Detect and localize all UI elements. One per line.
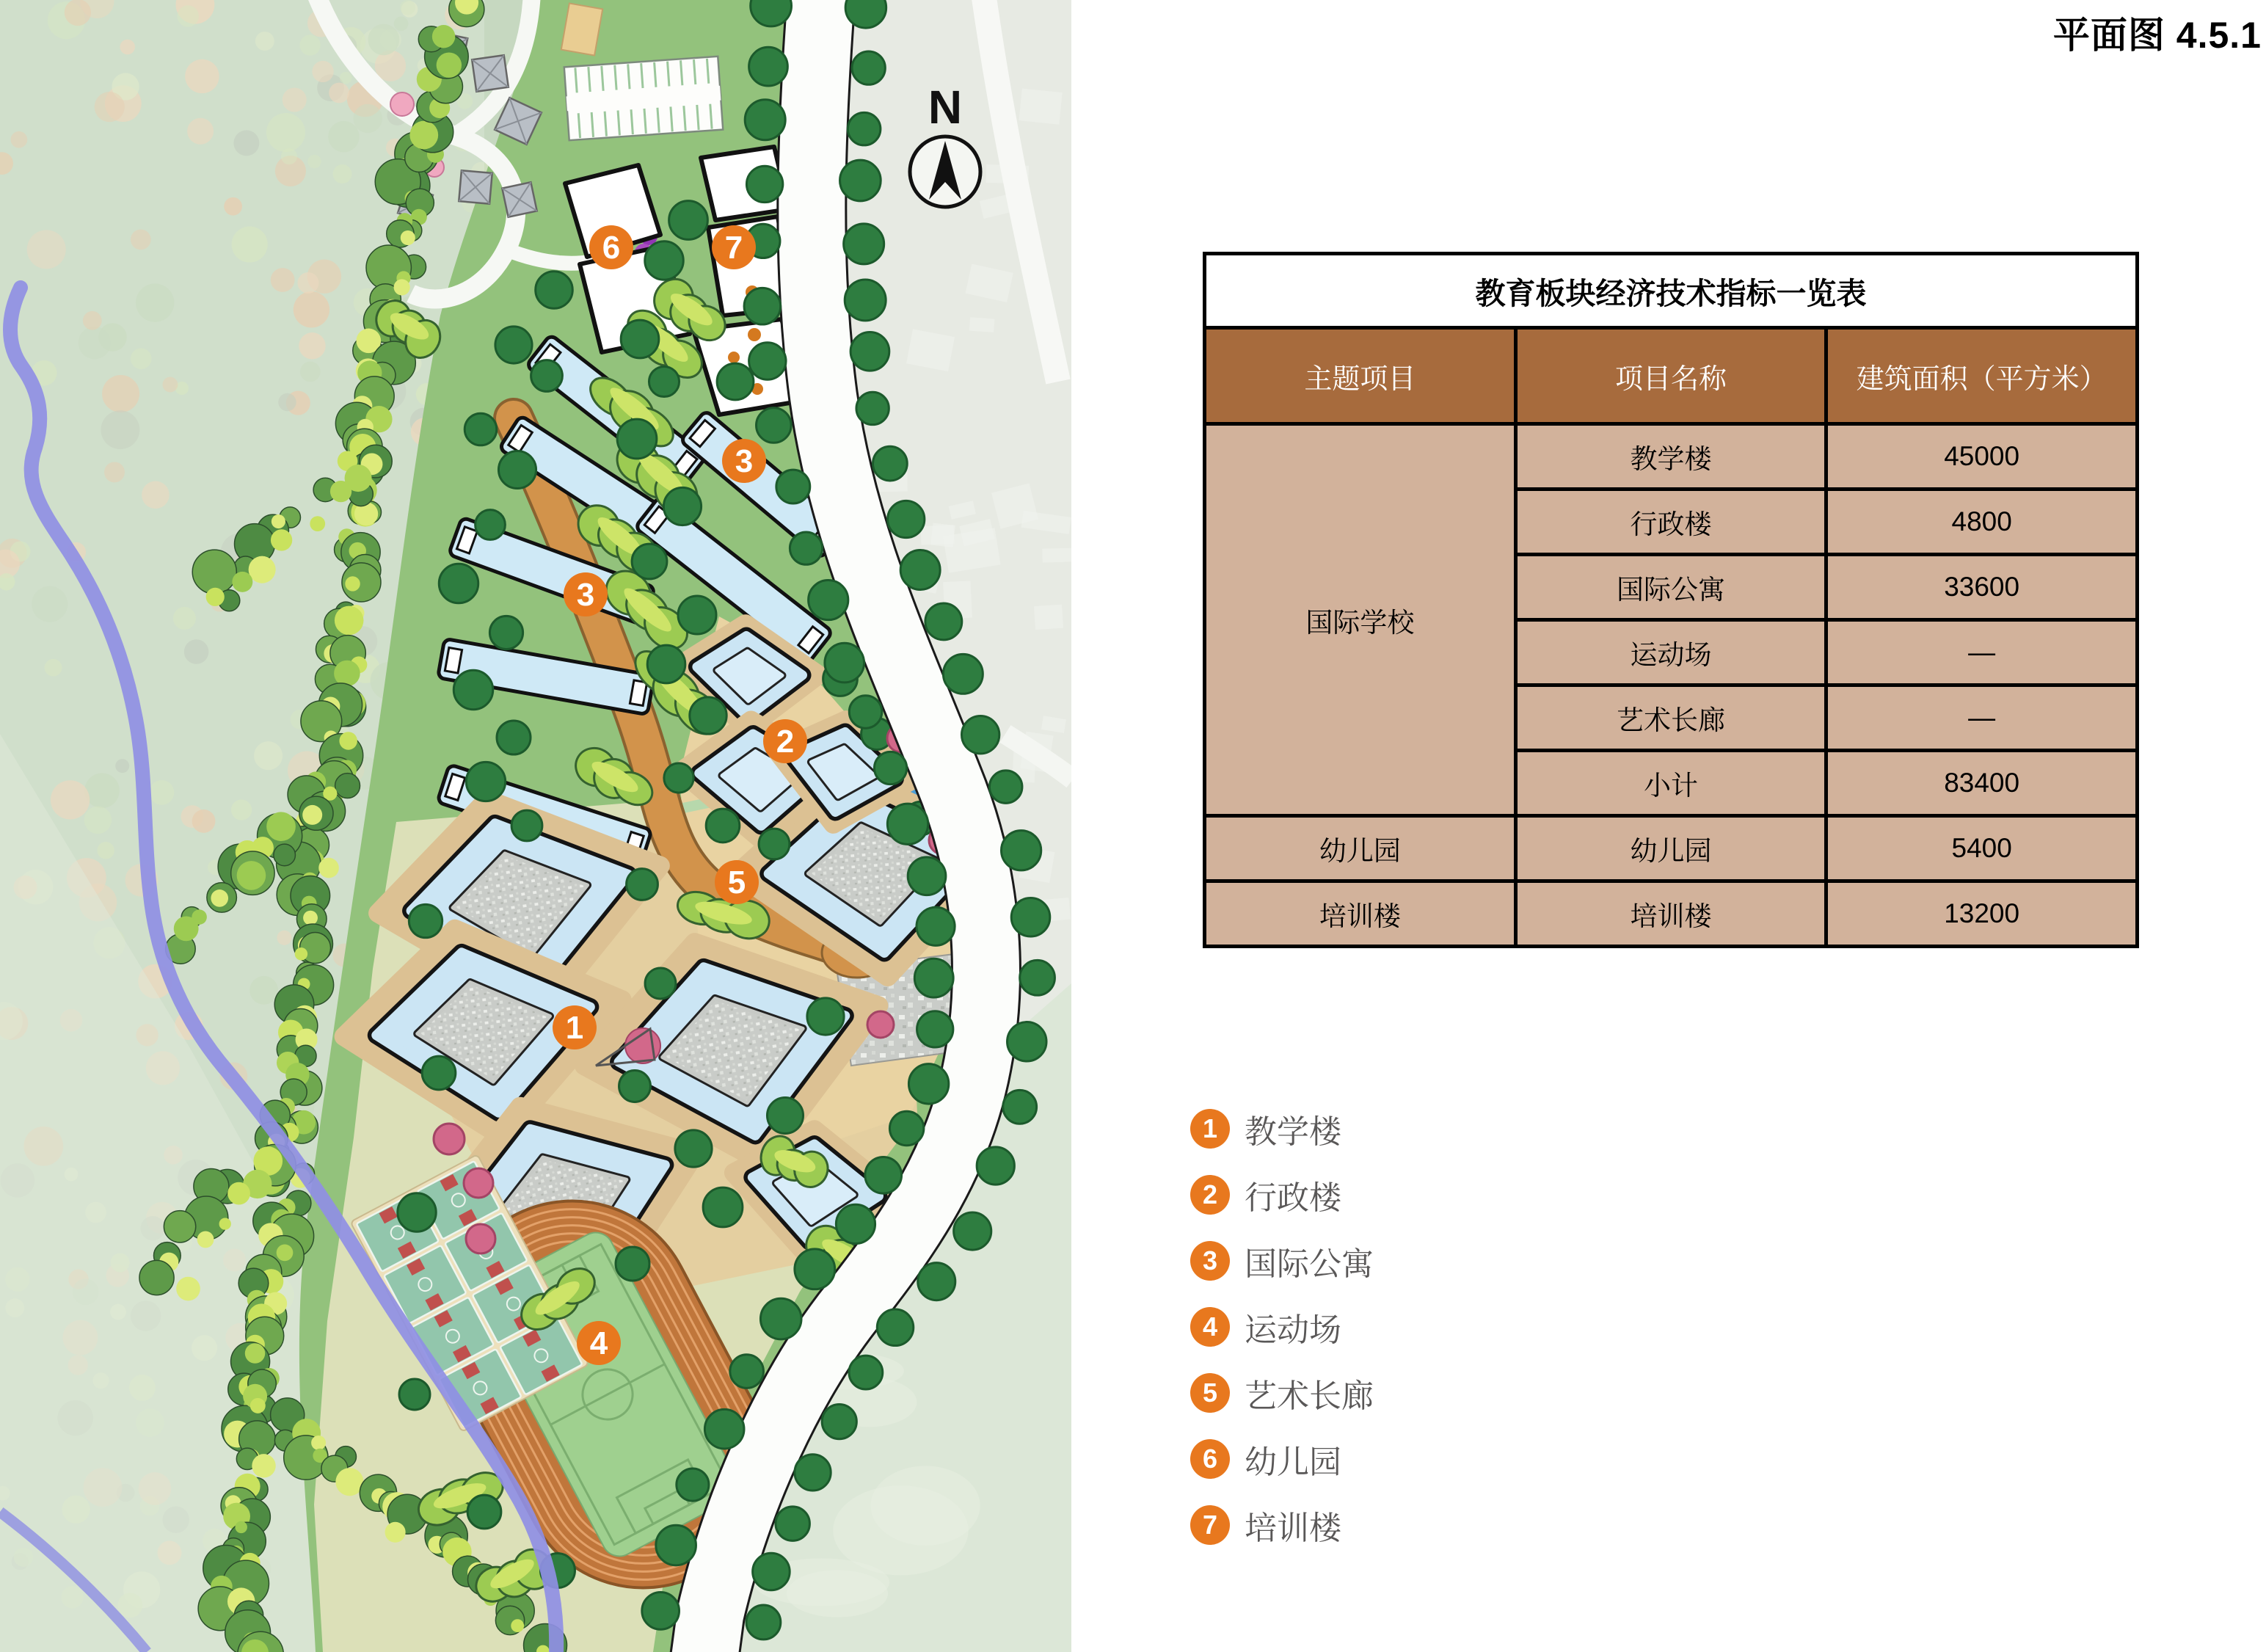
table-header-row: [1205, 328, 2138, 424]
tree-icon: [703, 1187, 743, 1227]
street-tree-icon: [848, 112, 881, 145]
tree-icon: [678, 596, 716, 634]
cell-name: 小计: [1515, 751, 1826, 816]
cell-group-training: 培训楼: [1205, 881, 1516, 947]
street-tree-icon: [744, 288, 781, 324]
street-tree-icon: [849, 1356, 883, 1389]
street-tree-icon: [865, 1157, 902, 1193]
tree-icon: [807, 998, 844, 1035]
svg-text:3: 3: [735, 443, 754, 479]
street-tree-icon: [989, 771, 1022, 804]
street-tree-icon: [917, 907, 955, 945]
street-tree-icon: [776, 470, 810, 503]
tree-icon: [645, 241, 683, 280]
street-tree-icon: [776, 1507, 809, 1540]
map-marker-3: [564, 572, 608, 616]
street-tree-icon: [809, 580, 848, 619]
legend-item: [1190, 1372, 1374, 1413]
existing-house-icon: [502, 182, 536, 216]
svg-text:5: 5: [727, 865, 746, 900]
tree-icon: [466, 762, 505, 801]
map-marker-3: [722, 439, 766, 483]
cell-group-international-school: 国际学校: [1205, 424, 1516, 816]
tree-icon: [759, 829, 790, 859]
tree-icon: [476, 510, 506, 540]
street-tree-icon: [745, 100, 785, 140]
street-tree-icon: [822, 1405, 856, 1439]
tree-icon: [632, 544, 667, 579]
street-tree-icon: [873, 446, 908, 481]
street-tree-icon: [908, 1064, 948, 1104]
street-tree-icon: [760, 1298, 801, 1339]
cell-area: 13200: [1826, 881, 2138, 947]
street-tree-icon: [900, 550, 940, 590]
cell-area: 5400: [1826, 816, 2138, 881]
street-tree-icon: [850, 332, 889, 371]
tree-icon: [706, 809, 740, 843]
legend-number-badge: 1: [1190, 1109, 1230, 1149]
tree-icon: [399, 1379, 430, 1410]
cell-name: 行政楼: [1515, 490, 1826, 555]
street-tree-icon: [825, 643, 864, 683]
cell-name: 教学楼: [1515, 424, 1826, 490]
tree-icon: [422, 1056, 456, 1090]
tree-icon: [536, 272, 573, 309]
table-row: [1205, 424, 2138, 490]
cell-area: 45000: [1826, 424, 2138, 490]
street-tree-icon: [730, 1355, 764, 1389]
street-tree-icon: [795, 1249, 835, 1289]
table-row: [1205, 816, 2138, 881]
street-tree-icon: [887, 804, 928, 844]
street-tree-icon: [844, 224, 884, 264]
tree-icon: [621, 320, 659, 358]
street-tree-icon: [1003, 1090, 1037, 1124]
street-tree-icon: [642, 1593, 680, 1630]
map-marker-7: [712, 225, 756, 269]
tree-icon: [439, 564, 478, 603]
street-tree-icon: [704, 1409, 744, 1449]
map-marker-1: [553, 1005, 597, 1049]
street-tree-icon: [790, 532, 822, 564]
cell-name: 培训楼: [1515, 881, 1826, 947]
legend-number-badge: 4: [1190, 1307, 1230, 1347]
legend-label: 幼儿园: [1245, 1444, 1341, 1480]
street-tree-icon: [888, 501, 925, 537]
svg-text:2: 2: [776, 724, 795, 760]
parking-lot: [564, 57, 723, 140]
street-tree-icon: [753, 1553, 790, 1590]
tree-icon: [498, 451, 536, 488]
tree-icon: [531, 360, 563, 392]
header-name: 项目名称: [1515, 328, 1826, 424]
street-tree-icon: [795, 1455, 831, 1491]
site-plan-map: [0, 0, 1071, 1652]
tree-icon: [617, 419, 657, 459]
svg-text:7: 7: [724, 230, 743, 266]
cell-name: 艺术长廊: [1515, 685, 1826, 751]
legend-number-badge: 3: [1190, 1241, 1230, 1281]
map-marker-6: [589, 225, 633, 269]
street-tree-icon: [749, 47, 788, 86]
street-tree-icon: [849, 696, 881, 728]
tree-icon: [690, 697, 726, 734]
street-tree-icon: [877, 1309, 913, 1345]
map-marker-4: [577, 1321, 621, 1365]
legend-item: [1190, 1438, 1374, 1480]
legend-label: 艺术长廊: [1245, 1378, 1374, 1414]
table-title: 教育板块经济技术指标一览表: [1205, 254, 2138, 328]
tree-icon: [619, 1071, 651, 1102]
legend-label: 培训楼: [1245, 1510, 1341, 1546]
street-tree-icon: [1002, 831, 1041, 870]
tree-icon: [398, 1193, 436, 1231]
street-tree-icon: [845, 280, 886, 321]
tree-icon: [465, 413, 497, 445]
tree-icon: [663, 487, 701, 525]
legend-item: [1190, 1306, 1374, 1347]
tree-icon: [497, 721, 531, 754]
legend-item: [1190, 1108, 1374, 1149]
street-tree-icon: [917, 1011, 953, 1047]
tree-icon: [675, 1130, 712, 1167]
map-marker-2: [763, 719, 807, 763]
svg-text:N: N: [928, 81, 963, 134]
tree-icon: [649, 366, 679, 396]
street-tree-icon: [925, 603, 962, 640]
svg-text:3: 3: [576, 577, 595, 613]
street-tree-icon: [746, 166, 782, 202]
tree-icon: [489, 616, 522, 649]
legend-number-badge: 6: [1190, 1439, 1230, 1479]
tree-icon: [717, 363, 754, 400]
cell-area: 33600: [1826, 555, 2138, 620]
cell-name: 幼儿园: [1515, 816, 1826, 881]
svg-text:6: 6: [602, 230, 621, 266]
tree-icon: [453, 670, 492, 709]
street-tree-icon: [749, 343, 786, 379]
street-tree-icon: [840, 160, 881, 201]
street-tree-icon: [856, 392, 889, 424]
legend: [1190, 1108, 1374, 1571]
cell-area: —: [1826, 685, 2138, 751]
plan-label: 平面图 4.5.1: [2052, 15, 2262, 56]
street-tree-icon: [961, 716, 999, 754]
legend-number-badge: 7: [1190, 1505, 1230, 1545]
tree-icon: [767, 1097, 803, 1133]
street-tree-icon: [852, 51, 885, 84]
cell-name: 运动场: [1515, 620, 1826, 685]
tree-icon: [669, 201, 708, 240]
street-tree-icon: [874, 752, 906, 784]
street-tree-icon: [656, 1525, 696, 1565]
legend-label: 教学楼: [1245, 1114, 1341, 1150]
street-tree-icon: [757, 408, 792, 443]
legend-label: 行政楼: [1245, 1180, 1341, 1216]
cell-area: —: [1826, 620, 2138, 685]
street-tree-icon: [746, 1605, 781, 1640]
cell-name: 国际公寓: [1515, 555, 1826, 620]
tree-icon: [645, 968, 676, 999]
svg-text:4: 4: [589, 1325, 608, 1361]
street-tree-icon: [908, 857, 946, 895]
cell-area: 4800: [1826, 490, 2138, 555]
street-tree-icon: [943, 654, 983, 694]
header-area: 建筑面积（平方米）: [1826, 328, 2138, 424]
svg-text:1: 1: [565, 1010, 584, 1046]
existing-house-icon: [459, 170, 492, 204]
legend-item: [1190, 1504, 1374, 1546]
table-title-row: [1205, 254, 2138, 328]
street-tree-icon: [677, 1469, 709, 1501]
tree-icon: [511, 810, 542, 841]
tree-icon: [627, 869, 658, 900]
legend-label: 运动场: [1245, 1312, 1341, 1348]
tree-icon: [409, 904, 442, 937]
header-theme: 主题项目: [1205, 328, 1516, 424]
street-tree-icon: [977, 1147, 1014, 1185]
legend-label: 国际公寓: [1245, 1246, 1374, 1282]
tree-icon: [495, 327, 532, 363]
street-tree-icon: [1011, 898, 1050, 936]
street-tree-icon: [836, 1204, 875, 1243]
street-tree-icon: [889, 1111, 923, 1145]
street-tree-icon: [1008, 1022, 1046, 1061]
tree-icon: [647, 645, 685, 683]
tree-icon: [467, 1495, 501, 1529]
map-marker-5: [715, 860, 759, 904]
street-tree-icon: [918, 1263, 955, 1300]
street-tree-icon: [914, 958, 953, 997]
legend-item: [1190, 1174, 1374, 1215]
legend-number-badge: 2: [1190, 1175, 1230, 1215]
cell-area: 83400: [1826, 751, 2138, 816]
indicator-table: [1203, 252, 2139, 948]
legend-number-badge: 5: [1190, 1373, 1230, 1413]
street-tree-icon: [1020, 960, 1055, 995]
tree-icon: [616, 1247, 649, 1281]
tree-icon: [664, 763, 693, 793]
existing-house-icon: [472, 55, 509, 92]
street-tree-icon: [954, 1212, 991, 1250]
table-row: [1205, 881, 2138, 947]
legend-item: [1190, 1240, 1374, 1281]
cell-group-kindergarten: 幼儿园: [1205, 816, 1516, 881]
